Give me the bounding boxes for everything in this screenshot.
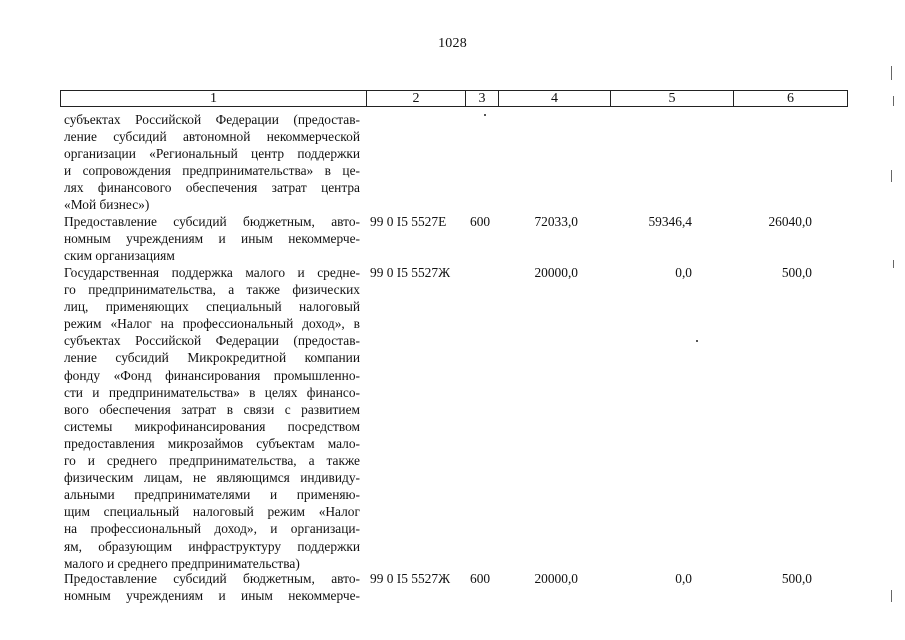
scan-speck [484,114,486,116]
row-0-line-2: организации «Региональный центр поддержки [64,146,360,162]
row-2-line-15: на профессиональный доход», и организаци- [64,521,360,537]
row-0-line-4: лях финансового обеспечения затрат центра [64,180,360,196]
row-3-code: 99 0 I5 5527Ж [370,571,451,586]
header-col-1: 1 [210,91,217,106]
row-1-col-4: 72033,0 [534,214,578,229]
row-0-line-1: ление субсидий автономной некоммерческой [64,129,360,145]
scan-artifact [891,590,892,602]
row-3-col-5: 0,0 [675,571,692,586]
row-2-line-10: предоставления микрозаймов субъектам мало- [64,435,360,451]
row-2-line-2: лиц, применяющих специальный налоговый [64,299,360,315]
row-1-line-1: номным учреждениям и иным некоммерче- [64,231,360,247]
row-2-col-6: 500,0 [781,265,812,280]
row-0-description [64,111,360,214]
scan-artifact [893,96,894,106]
header-col-2: 2 [366,91,465,106]
row-2-line-7: сти и предпринимательства» в целях финансо- [64,384,360,400]
header-col-4: 4 [498,91,610,106]
row-0-line-3: и сопровождения предпринимательства» в це- [64,163,360,179]
row-2-description [64,264,360,572]
row-2-line-8: вого обеспечения затрат в связи с развитием [64,401,360,417]
row-2-col-5: 0,0 [675,265,692,280]
row-0-line-5: «Мой бизнес») [64,197,150,213]
row-2-line-5: ление субсидий Микрокредитной компании [64,350,360,366]
scan-artifact [891,66,892,80]
scan-speck [696,340,698,342]
row-1-line-2: ским организациям [64,248,175,264]
row-1-col-6: 26040,0 [768,214,812,229]
row-2-line-9: системы микрофинансирования посредством [64,418,360,434]
row-3-col-4: 20000,0 [534,571,578,586]
row-2-line-4: субъектах Российской Федерации (предостав- [64,333,360,349]
row-1-code: 99 0 I5 5527Е [370,214,447,229]
row-1-line-0: Предоставление субсидий бюджетным, авто- [64,214,360,229]
row-2-line-6: фонду «Фонд финансирования промышленно- [64,367,360,383]
header-col-5: 5 [610,91,733,106]
row-3-line-1: номным учреждениям и иным некоммерче- [64,588,360,604]
table-header-row [60,90,848,107]
header-col-3: 3 [465,91,498,106]
row-2-line-3: режим «Налог на профессиональный доход», в [64,316,360,332]
row-2-code: 99 0 I5 5527Ж [370,265,451,280]
page-number: 1028 [438,36,467,51]
row-2-line-16: ям, образующим инфраструктуру поддержки [64,538,360,554]
header-col-6: 6 [733,91,847,106]
row-2-col-4: 20000,0 [534,265,578,280]
row-0-line-0: субъектах Российской Федерации (предостав- [64,112,360,127]
row-2-line-17: малого и среднего предпринимательства) [64,555,300,571]
row-3-type: 600 [470,571,491,586]
scan-artifact [891,170,892,182]
row-2-line-14: щим специальный налоговый режим «Налог [64,504,360,520]
row-3-col-6: 500,0 [781,571,812,586]
row-2-line-0: Государственная поддержка малого и средне- [64,265,360,280]
row-2-line-1: го предпринимательства, а также физических [64,282,360,298]
row-1-description [64,213,360,264]
row-2-line-13: альными предпринимателями и применяю- [64,487,360,503]
row-1-type: 600 [470,214,491,229]
row-3-line-0: Предоставление субсидий бюджетным, авто- [64,571,360,586]
row-2-line-12: физическим лицам, не являющимся индивиду- [64,470,360,486]
row-3-description [64,570,360,604]
row-1-col-5: 59346,4 [648,214,692,229]
row-2-line-11: го и среднего предпринимательства, а также [64,453,360,469]
scan-artifact [893,260,894,268]
